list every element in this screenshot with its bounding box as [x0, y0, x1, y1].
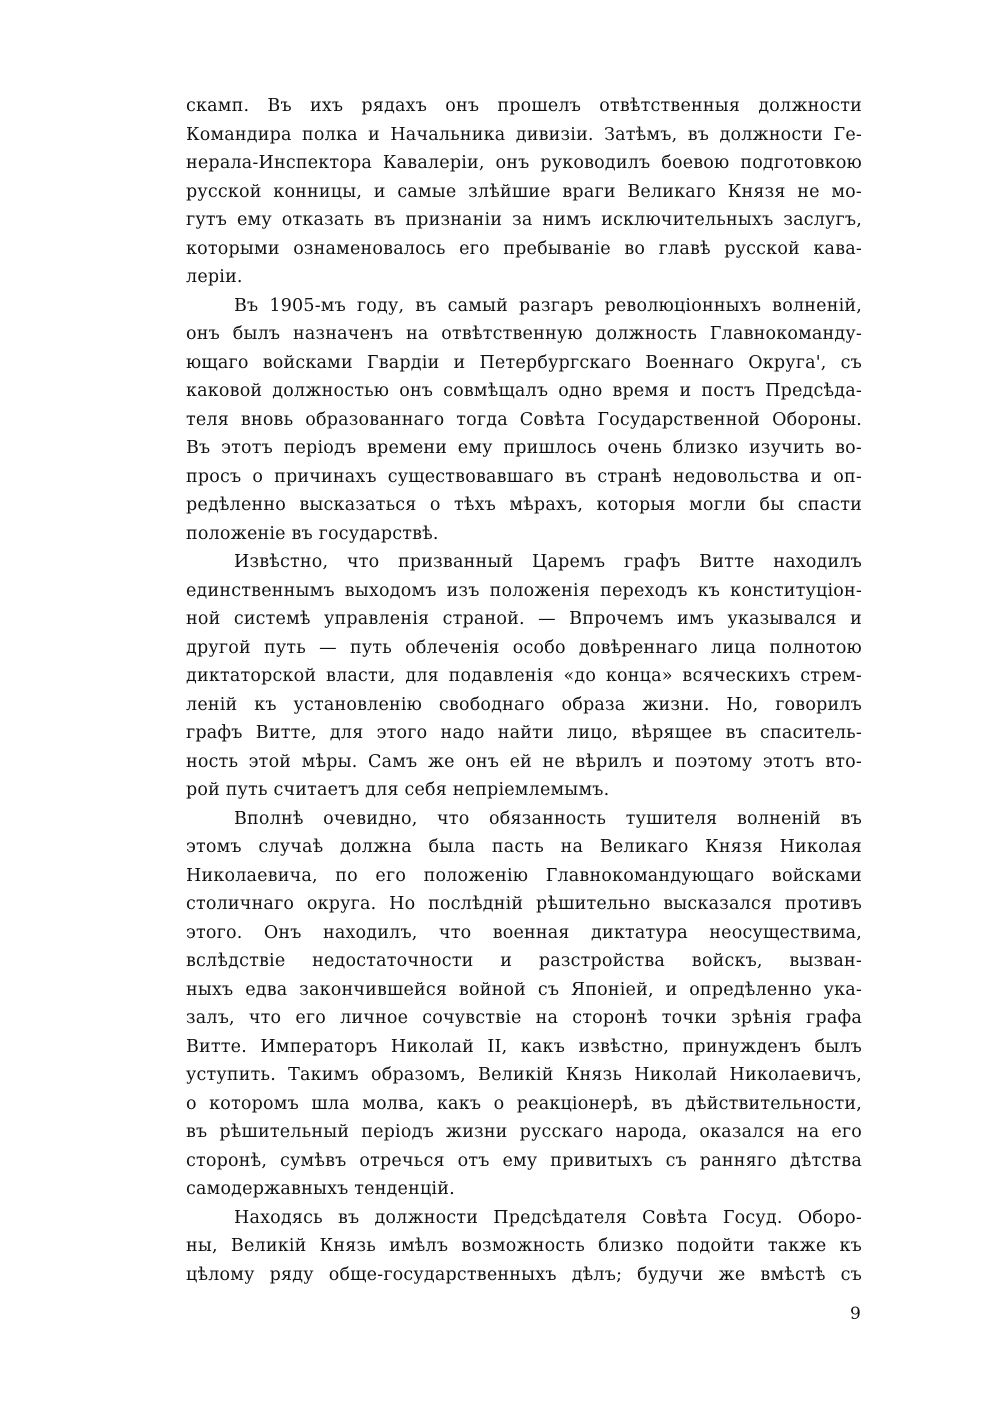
text-line: положеніе въ государствѣ. — [186, 523, 439, 544]
text-line: залъ, что его личное сочувствіе на сторонѣ точки зрѣнія графа — [186, 1008, 862, 1028]
text-line: цѣлому ряду обще-государственныхъ дѣлъ; будучи же вмѣстѣ съ — [186, 1264, 862, 1285]
text-line: леній къ установленію свободнаго образа жизни. Но, говорилъ — [186, 694, 862, 715]
text-line: единственнымъ выходомъ изъ положенія переходъ къ конституціон- — [186, 580, 862, 601]
text-line: скамп. Въ ихъ рядахъ онъ прошелъ отвѣтственныя должности — [186, 96, 862, 116]
text-line: графъ Витте, для этого надо найти лицо, вѣрящее въ спаситель- — [186, 723, 862, 743]
text-line: редѣленно высказаться о тѣхъ мѣрахъ, которыя могли бы спасти — [186, 495, 862, 515]
text-line: Вполнѣ очевидно, что обязанность тушителя волненій въ — [234, 808, 862, 829]
text-line: русской конницы, и самые злѣйшие враги Великаго Князя не мо- — [186, 181, 862, 202]
paragraph — [186, 805, 862, 1204]
text-line: онъ былъ назначенъ на отвѣтственную должность Главнокоманду- — [186, 324, 862, 344]
text-line: Николаевича, по его положенію Главнокомандующаго войсками — [186, 865, 862, 886]
body-text — [186, 92, 862, 1289]
paragraph — [186, 1204, 862, 1290]
paragraph — [186, 292, 862, 549]
text-line: ной системѣ управленія страной. — Впрочемъ имъ указывался и — [186, 609, 862, 629]
text-line: Въ этотъ періодъ времени ему пришлось очень близко изучить во- — [186, 438, 862, 458]
paragraph — [186, 92, 862, 292]
text-line: диктаторской власти, для подавленія «до конца» всяческихъ стрем- — [186, 666, 862, 686]
text-line: другой путь — путь облеченія особо довѣреннаго лица полнотою — [186, 637, 862, 658]
text-line: рой путь считаетъ для себя непріемлемымъ. — [186, 780, 610, 800]
text-line: ны, Великій Князь имѣлъ возможность близко подойти также къ — [186, 1236, 862, 1256]
paragraph — [186, 548, 862, 805]
text-line: которыми ознаменовалось его пребываніе во главѣ русской кава- — [186, 238, 862, 259]
text-line: Находясь въ должности Предсѣдателя Совѣта Госуд. Оборо- — [234, 1207, 862, 1228]
text-line: просъ о причинахъ существовавшаго въ странѣ недовольства и оп- — [186, 466, 862, 487]
text-line: теля вновь образованнаго тогда Совѣта Государственной Обороны. — [186, 409, 862, 430]
page-number: 9 — [850, 1304, 861, 1324]
text-line: столичнаго округа. Но послѣдній рѣшительно высказался противъ — [186, 894, 862, 914]
text-line: каковой должностью онъ совмѣщалъ одно время и постъ Предсѣда- — [186, 381, 862, 401]
text-line: леріи. — [186, 267, 243, 287]
text-line: Командира полка и Начальника дивизіи. Затѣмъ, въ должности Ге- — [186, 124, 862, 145]
text-line: уступить. Такимъ образомъ, Великій Князь Николай Николаевичъ, — [186, 1065, 862, 1085]
text-line: самодержавныхъ тенденцій. — [186, 1179, 455, 1199]
text-line: сторонѣ, сумѣвъ отречься отъ ему привитыхъ съ ранняго дѣтства — [186, 1150, 862, 1171]
text-line: Въ 1905-мъ году, въ самый разгаръ революціонныхъ волненій, — [234, 295, 862, 316]
text-line: этомъ случаѣ должна была пасть на Великаго Князя Николая — [186, 837, 862, 857]
text-line: ющаго войсками Гвардіи и Петербургскаго Военнаго Округа', съ — [186, 352, 862, 373]
text-line: въ рѣшительный періодъ жизни русскаго народа, оказался на его — [186, 1122, 862, 1142]
text-line: ность этой мѣры. Самъ же онъ ей не вѣрилъ и поэтому этотъ вто- — [186, 751, 862, 772]
text-line: нерала-Инспектора Кавалеріи, онъ руководилъ боевою подготовкою — [186, 153, 862, 173]
text-line: вслѣдствіе недостаточности и разстройства войскъ, вызван- — [186, 951, 862, 971]
text-line: этого. Онъ находилъ, что военная диктатура неосуществима, — [186, 922, 862, 943]
text-line: Извѣстно, что призванный Царемъ графъ Витте находилъ — [234, 552, 862, 572]
text-line: о которомъ шла молва, какъ о реакціонерѣ, въ дѣйствительности, — [186, 1093, 862, 1114]
text-line: гутъ ему отказать въ признаніи за нимъ исключительныхъ заслугъ, — [186, 210, 862, 230]
text-line: ныхъ едва закончившейся войной съ Японіей, и опредѣленно ука- — [186, 979, 862, 1000]
text-line: Витте. Императоръ Николай II, какъ извѣстно, принужденъ былъ — [186, 1036, 862, 1057]
